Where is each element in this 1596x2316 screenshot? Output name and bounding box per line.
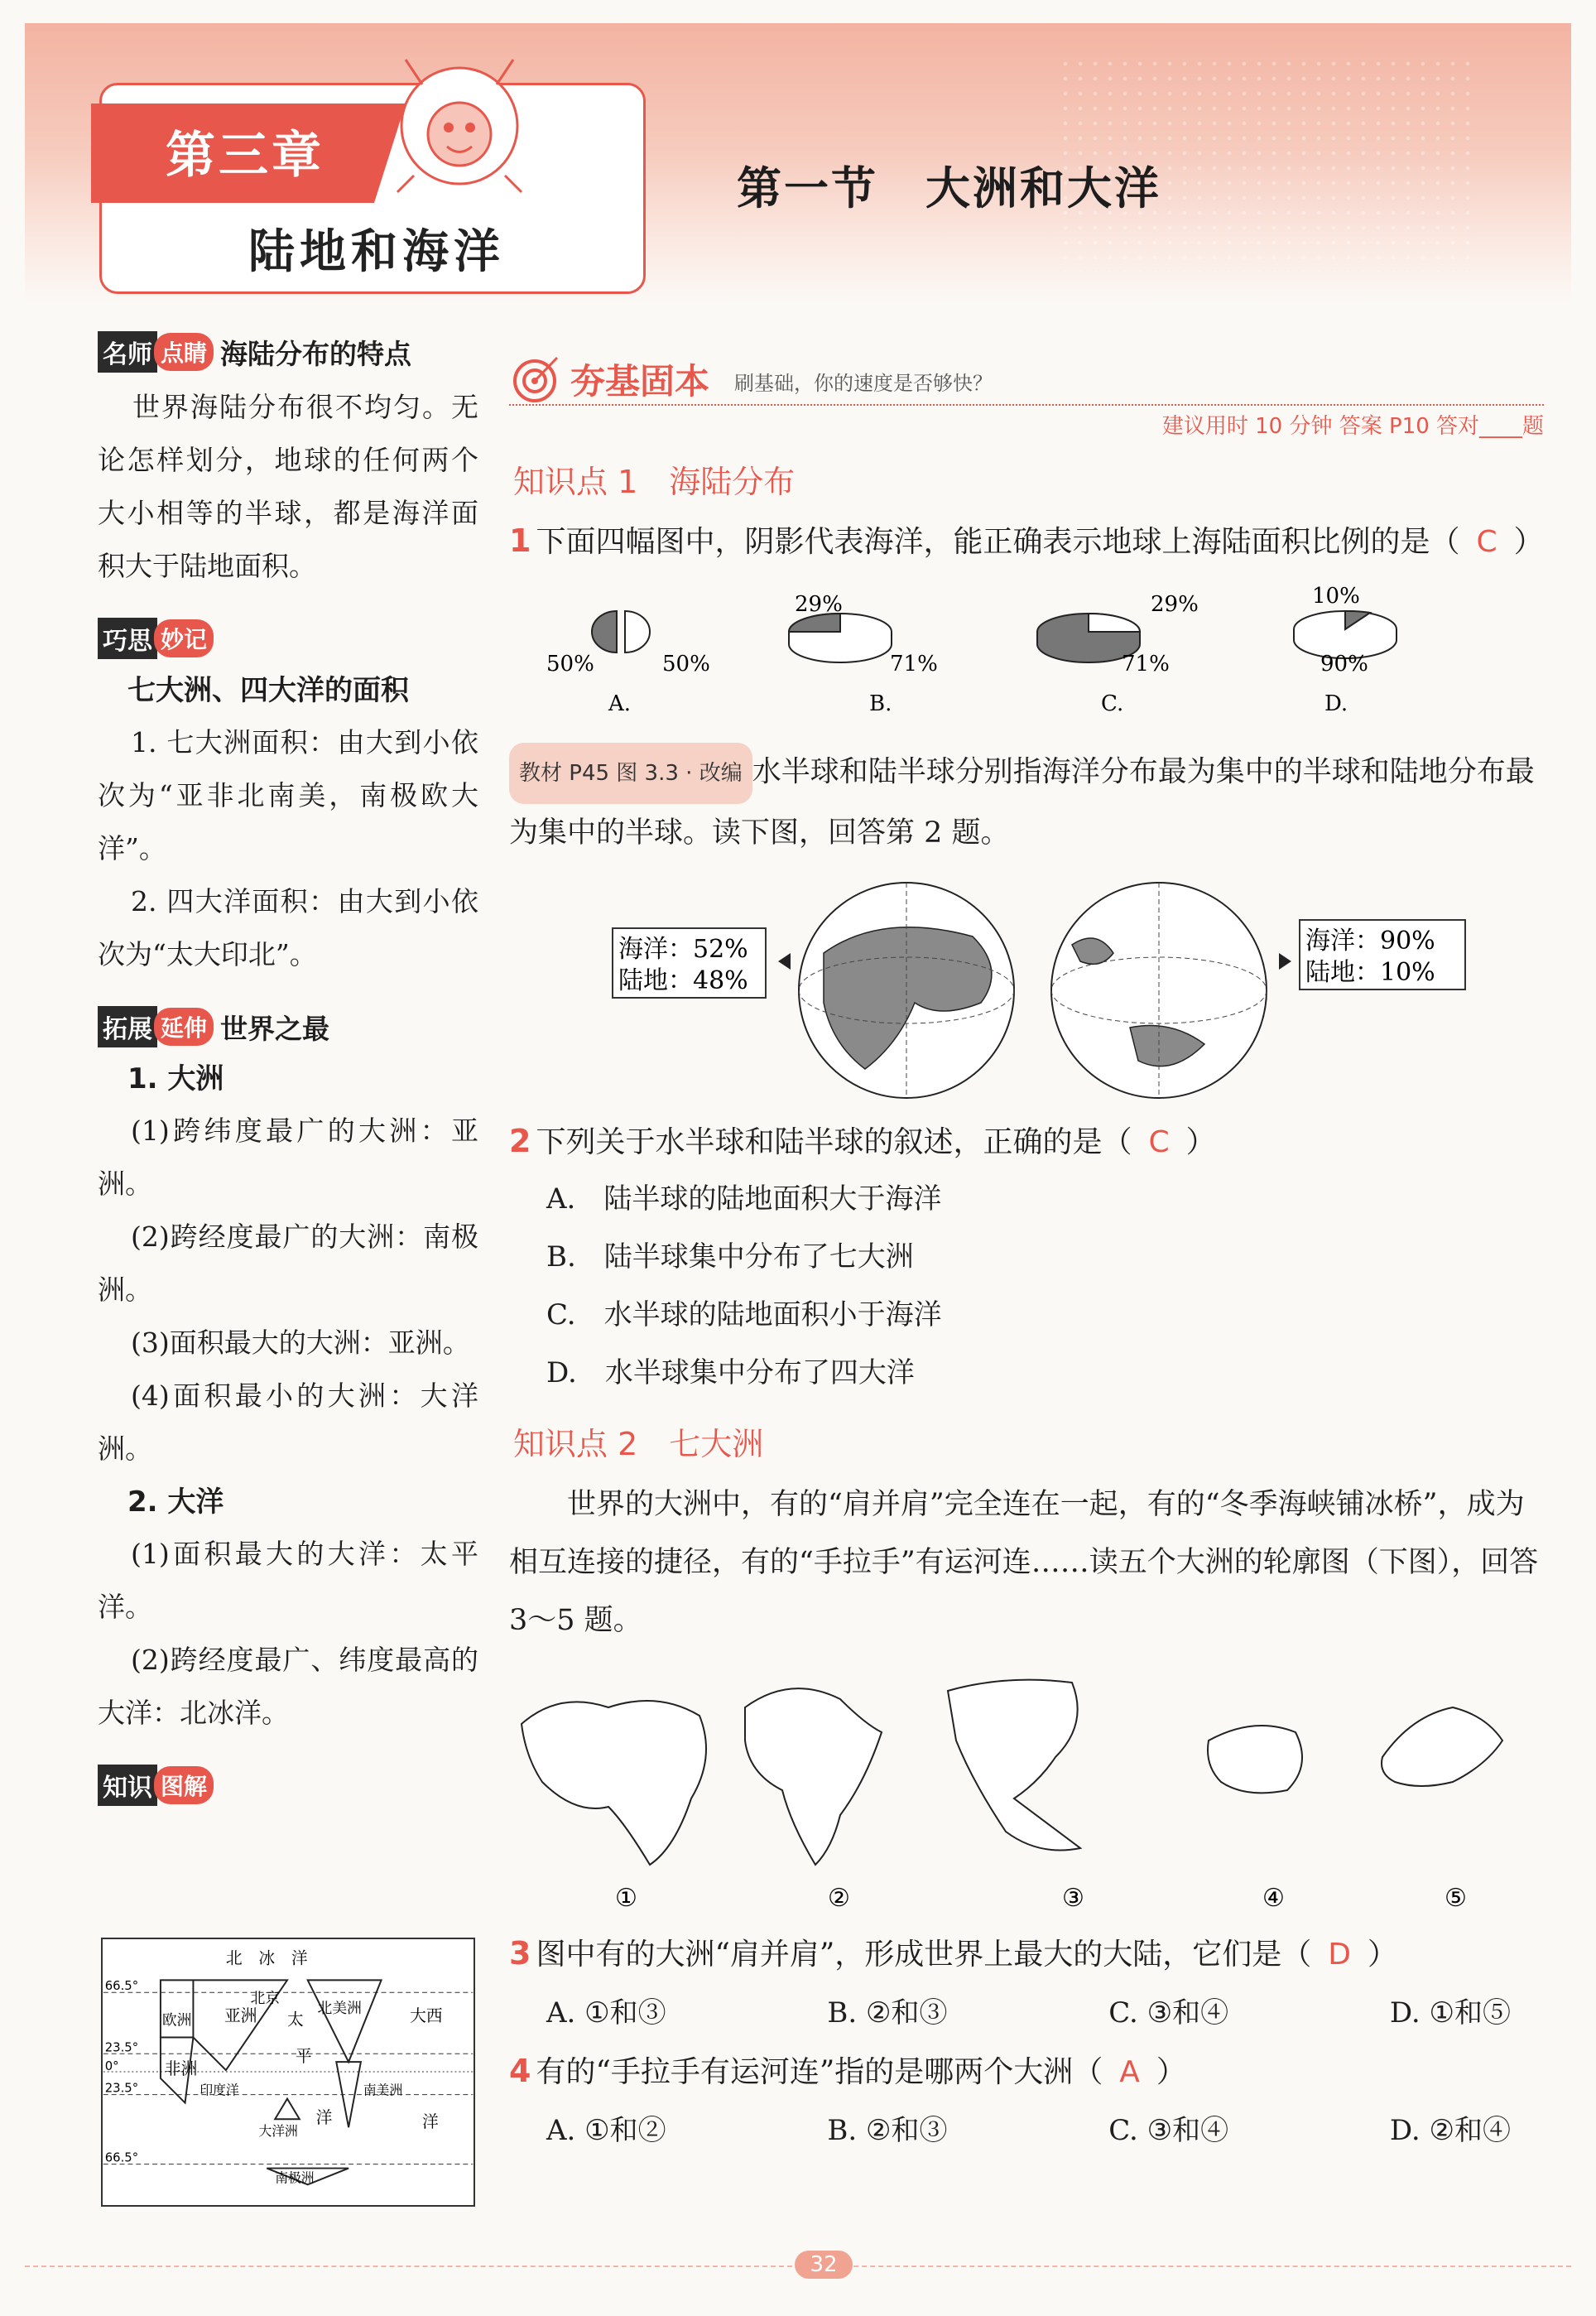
option-c: C. ③和④ xyxy=(1108,1996,1229,2030)
passage: 世界的大洲中，有的“肩并肩”完全连在一起，有的“冬季海峡铺冰桥”，成为相互连接的捷径，有的“手拉手”有运河连……读五个大洲的轮廓图（下图），回答 3～5 题。 xyxy=(509,1488,1539,1637)
question-text: 下面四幅图中，阴影代表海洋，能正确表示地球上海陆面积比例的是（ xyxy=(536,525,1460,559)
hemisphere-label: 陆地：48% xyxy=(618,966,748,995)
question-close: ） xyxy=(1368,1938,1398,1972)
question-number: 1 xyxy=(509,522,531,559)
tag-label: 拓展 xyxy=(98,1006,157,1047)
question-number: 3 xyxy=(509,1935,531,1972)
page-number: 32 xyxy=(795,2251,853,2279)
record-item: (2)跨经度最广、纬度最高的大洋：北冰洋。 xyxy=(98,1644,478,1729)
mnemonic-item: 1. 七大洲面积：由大到小依次为“亚非北南美，南极欧大洋”。 xyxy=(98,726,478,864)
source-tag: 教材 P45 图 3.3 · 改编 xyxy=(509,743,752,804)
diagram-label: 南美洲 xyxy=(363,2082,403,2098)
record-item: (2)跨经度最广的大洲：南极洲。 xyxy=(98,1221,478,1306)
latitude-label: 23.5° xyxy=(104,2040,139,2055)
diagram-label: 洋 xyxy=(421,2112,439,2132)
pie-label: 90% xyxy=(1320,652,1368,677)
hemisphere-label: 陆地：10% xyxy=(1305,958,1435,987)
option-c: C. 水半球的陆地面积小于海洋 xyxy=(546,1298,942,1331)
continent-label: ② xyxy=(828,1884,850,1913)
tip-block-diagram-head xyxy=(98,1765,478,1806)
record-item: (1)面积最大的大洋：太平洋。 xyxy=(98,1538,478,1623)
option-d: D. ②和④ xyxy=(1389,2114,1511,2147)
pie-label: 71% xyxy=(1122,652,1170,677)
continent-label: ④ xyxy=(1262,1884,1285,1913)
target-icon xyxy=(509,353,560,404)
option-label: C. xyxy=(1101,691,1124,716)
option-b: B. 陆半球集中分布了七大洲 xyxy=(546,1240,914,1274)
tip-block-records xyxy=(98,1006,478,1740)
pie-label: 10% xyxy=(1312,584,1360,609)
continents-diagram xyxy=(101,1938,475,2207)
section-title: 第一节 大洲和大洋 xyxy=(737,162,1161,214)
record-item: (4)面积最小的大洲：大洋洲。 xyxy=(98,1379,478,1465)
diagram-label: 北 冰 洋 xyxy=(225,1948,308,1968)
diagram-label: 非洲 xyxy=(164,2058,198,2078)
tag-badge: 图解 xyxy=(154,1766,214,1804)
option-a: A. ①和③ xyxy=(546,1996,666,2030)
tag-label: 知识 xyxy=(98,1765,157,1806)
option-c: C. ③和④ xyxy=(1108,2114,1229,2147)
source-note xyxy=(509,743,1544,862)
latitude-label: 66.5° xyxy=(104,1979,139,1994)
answer: A xyxy=(1119,2055,1140,2089)
zone-meta: 建议用时 10 分钟 答案 P10 答对____题 xyxy=(1161,414,1544,439)
pie-label: 29% xyxy=(1151,592,1199,617)
hemisphere-figure xyxy=(509,879,1544,1102)
question-number: 4 xyxy=(509,2053,531,2089)
question-close: ） xyxy=(1156,2055,1186,2089)
diagram-label: 平 xyxy=(295,2047,312,2067)
chapter-number: 第三章 xyxy=(166,127,324,185)
option-a: A. 陆半球的陆地面积大于海洋 xyxy=(546,1182,942,1216)
diagram-label: 亚洲 xyxy=(224,2005,257,2025)
question-2 xyxy=(509,1114,1544,1170)
zone-subtitle: 刷基础，你的速度是否够快？ xyxy=(734,372,993,395)
hemisphere-label: 海洋：90% xyxy=(1305,927,1435,956)
option-d: D. 水半球集中分布了四大洋 xyxy=(546,1356,915,1389)
sidebar xyxy=(98,331,478,1814)
tip-text: 世界海陆分布很不均匀。无论怎样划分，地球的任何两个大小相等的半球，都是海洋面积大于陆地面积。 xyxy=(98,391,478,582)
option-d: D. ①和⑤ xyxy=(1389,1996,1511,2030)
mnemonic-item: 2. 四大洋面积：由大到小依次为“太大印北”。 xyxy=(98,885,478,970)
pie-label: 29% xyxy=(795,592,843,617)
tip-block-mnemonic xyxy=(98,618,478,981)
continent-outlines xyxy=(509,1658,1544,1914)
option-label: B. xyxy=(869,691,892,716)
hemisphere-label: 海洋：52% xyxy=(618,935,748,964)
tag-label: 名师 xyxy=(98,331,157,373)
tag-badge: 点睛 xyxy=(154,333,214,371)
diagram-label: 北美洲 xyxy=(317,2000,362,2017)
pie-label: 50% xyxy=(546,652,594,677)
diagram-label: 欧洲 xyxy=(161,2012,192,2030)
question-1 xyxy=(509,513,1544,570)
latitude-label: 0° xyxy=(104,2059,119,2074)
option-b: B. ②和③ xyxy=(827,2114,948,2147)
knowledge-point-2: 知识点 2 七大洲 xyxy=(513,1426,764,1462)
tag-badge: 延伸 xyxy=(154,1008,214,1046)
records-heading: 2. 大洋 xyxy=(127,1485,224,1519)
mascot-icon xyxy=(389,51,530,200)
pie-figures xyxy=(509,578,1544,731)
source-text: 水半球和陆半球分别指海洋分布最为集中的半球和陆地分布最为集中的半球。读下图，回答第 2 题。 xyxy=(509,755,1535,850)
zone-title: 夯基固本 xyxy=(570,361,710,402)
question-close: ） xyxy=(1513,525,1544,559)
main-column xyxy=(509,348,1544,2161)
answer: D xyxy=(1328,1938,1351,1972)
tag-label: 巧思 xyxy=(98,618,157,659)
diagram-label: 南极洲 xyxy=(275,2169,315,2186)
diagram-label: 大洋洲 xyxy=(258,2123,298,2140)
answer: C xyxy=(1476,525,1497,559)
diagram-label: 北京 xyxy=(250,1991,281,2008)
question-close: ） xyxy=(1185,1125,1216,1159)
knowledge-point-1: 知识点 1 海陆分布 xyxy=(513,464,796,500)
diagram-label: 太 xyxy=(287,2010,304,2030)
record-item: (3)面积最大的大洲：亚洲。 xyxy=(131,1327,470,1359)
latitude-label: 66.5° xyxy=(104,2150,139,2165)
records-heading: 1. 大洲 xyxy=(127,1062,224,1095)
tip-topic: 海陆分布的特点 xyxy=(220,337,412,370)
option-b: B. ②和③ xyxy=(827,1996,948,2030)
tip-block-features xyxy=(98,331,478,593)
question-text: 有的“手拉手有运河连”指的是哪两个大洲（ xyxy=(536,2055,1103,2089)
question-number: 2 xyxy=(509,1123,531,1159)
zone-header xyxy=(509,348,1544,406)
continent-label: ③ xyxy=(1062,1884,1084,1913)
question-text: 图中有的大洲“肩并肩”，形成世界上最大的大陆，它们是（ xyxy=(536,1938,1312,1972)
tip-topic: 世界之最 xyxy=(220,1012,330,1045)
option-label: D. xyxy=(1324,691,1348,716)
mnemonic-subtitle: 七大洲、四大洋的面积 xyxy=(127,674,409,707)
tag-badge: 妙记 xyxy=(154,619,214,657)
question-4 xyxy=(509,2044,1544,2100)
latitude-label: 23.5° xyxy=(104,2081,139,2096)
record-item: (1)跨纬度最广的大洲：亚洲。 xyxy=(98,1115,478,1200)
options-row xyxy=(546,2100,1511,2161)
options-row xyxy=(546,1982,1511,2044)
option-a: A. ①和② xyxy=(546,2114,666,2147)
diagram-label: 印度洋 xyxy=(200,2082,239,2098)
pie-label: 50% xyxy=(662,652,710,677)
diagram-label: 洋 xyxy=(315,2108,333,2128)
continent-label: ⑤ xyxy=(1445,1884,1467,1913)
option-label: A. xyxy=(608,691,632,716)
continent-label: ① xyxy=(615,1884,637,1913)
answer: C xyxy=(1148,1125,1170,1159)
question-text: 下列关于水半球和陆半球的叙述，正确的是（ xyxy=(536,1125,1132,1159)
chapter-name: 陆地和海洋 xyxy=(248,225,505,279)
diagram-label: 大西 xyxy=(410,2005,443,2025)
question-3 xyxy=(509,1926,1544,1982)
pie-label: 71% xyxy=(890,652,938,677)
